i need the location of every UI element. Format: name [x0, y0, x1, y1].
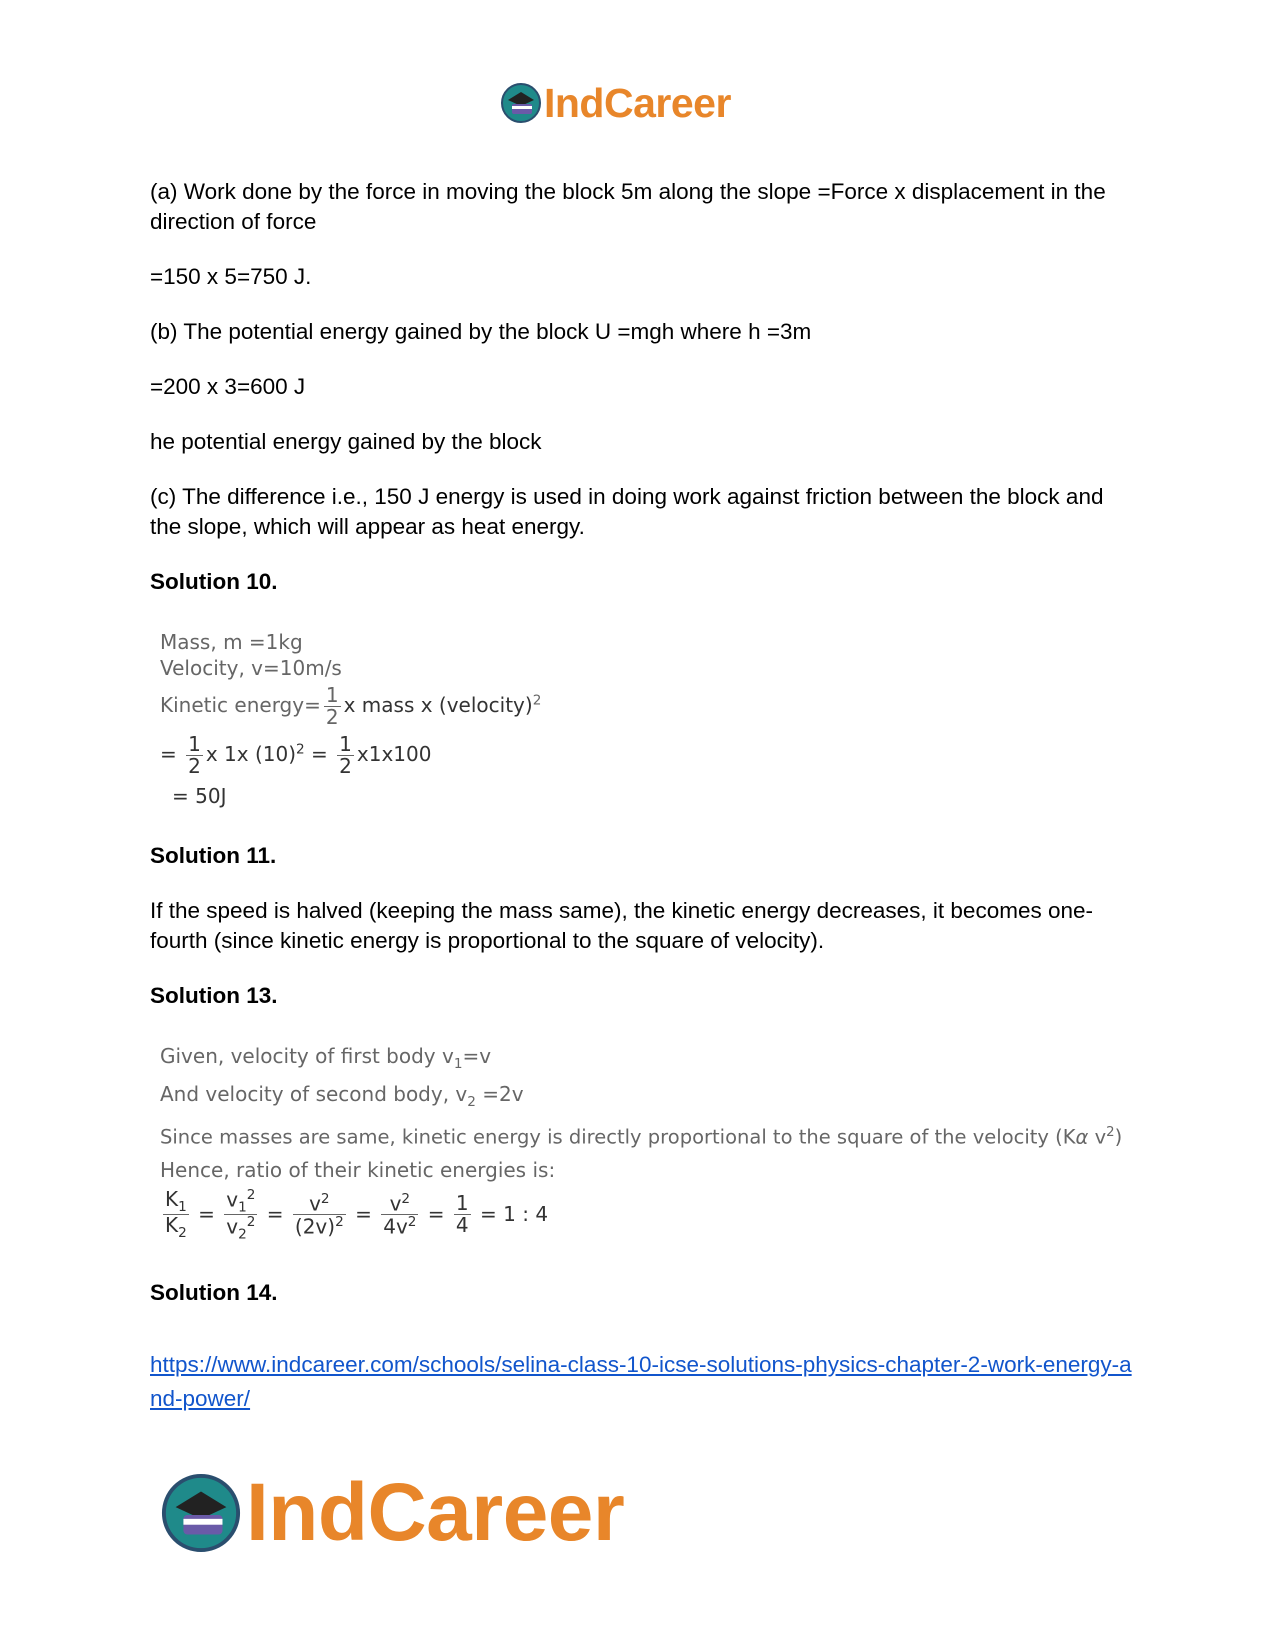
page-content [150, 177, 1140, 1416]
fraction-half: $\frac{1}{2}$ [325, 683, 339, 729]
sol10-calc-part1: x 1x (10) [205, 742, 297, 766]
sol10-calc-part2: x1x100 [356, 742, 432, 766]
sol10-ke-formula: Kinetic energy= $\frac{1}{2}$ x mass x (velocity)$^2$ [160, 683, 542, 729]
solution-11-text: If the speed is halved (keeping the mass same), the kinetic energy decreases, it becomes one-fourth (since kinetic energy is proportional to the square of velocity). [150, 898, 1094, 953]
solution-10-image [160, 629, 1140, 811]
header-logo [500, 80, 731, 126]
footer-logo [160, 1468, 624, 1558]
sol10-ke-rhs: x mass x (velocity) [343, 693, 533, 717]
source-link[interactable] [150, 1348, 1140, 1416]
paragraph-c: (c) The difference i.e., 150 J energy is used in doing work against friction between the block and the slope, which will appear as heat energy. [150, 484, 1104, 539]
sol13-line4: Hence, ratio of their kinetic energies is: [160, 1157, 556, 1182]
sol13-line2: And velocity of second body, $v_2 =2v$ [160, 1082, 524, 1110]
sol10-mass: Mass, m =1kg [160, 630, 303, 654]
paragraph-b-note: he potential energy gained by the block [150, 429, 542, 454]
sol10-calc: = $\frac{1}{2}$ x 1x $(10)^2$ = $\frac{1}{2}$ x1x100 [160, 732, 432, 778]
fraction-half: $\frac{1}{2}$ [188, 732, 201, 778]
graduation-globe-icon [160, 1472, 242, 1554]
solution-13-image [160, 1041, 1140, 1242]
paragraph-a: (a) Work done by the force in moving the block 5m along the slope =Force x displacement in the direction of force [150, 179, 1106, 234]
sol10-result: = 50J [172, 784, 227, 808]
paragraph-b-calc: =200 x 3=600 J [150, 374, 306, 399]
paragraph-b: (b) The potential energy gained by the block U =mgh where h =3m [150, 319, 812, 344]
solution-11-heading: Solution 11. [150, 843, 277, 868]
sol13-ratio-result: 1 : 4 [503, 1201, 549, 1226]
sol13-line3: Since masses are same, kinetic energy is directly proportional to the square of the velocity (Kα $v^2$) [160, 1125, 1123, 1149]
fraction-half: $\frac{1}{2}$ [339, 732, 352, 778]
sol13-line1: Given, velocity of first body $v_1=v$ [160, 1044, 492, 1072]
solution-14-heading: Solution 14. [150, 1280, 278, 1306]
sol10-ke-label: Kinetic energy= [160, 693, 321, 717]
paragraph-a-calc: =150 x 5=750 J. [150, 264, 312, 289]
logo-text: IndCareer [246, 1467, 625, 1558]
logo-text: IndCareer [544, 79, 731, 126]
sol13-ratio: $\frac{K_1}{K_2}$ = $\frac{v_1^2}{v_2^2}$ = $\frac{v^2}{(2v)^2}$ = $\frac{v^2}{4v^2}$ = $\frac{1}{4}$ = 1 : 4 [165, 1186, 549, 1244]
graduation-globe-icon [500, 82, 542, 124]
solution-10-heading: Solution 10. [150, 569, 278, 594]
sol10-velocity: Velocity, v=10m/s [160, 656, 342, 680]
source-link-text[interactable]: https://www.indcareer.com/schools/selina-class-10-icse-solutions-physics-chapter-2-work-energy-and-power/ [150, 1352, 1132, 1412]
solution-13-heading: Solution 13. [150, 983, 278, 1008]
